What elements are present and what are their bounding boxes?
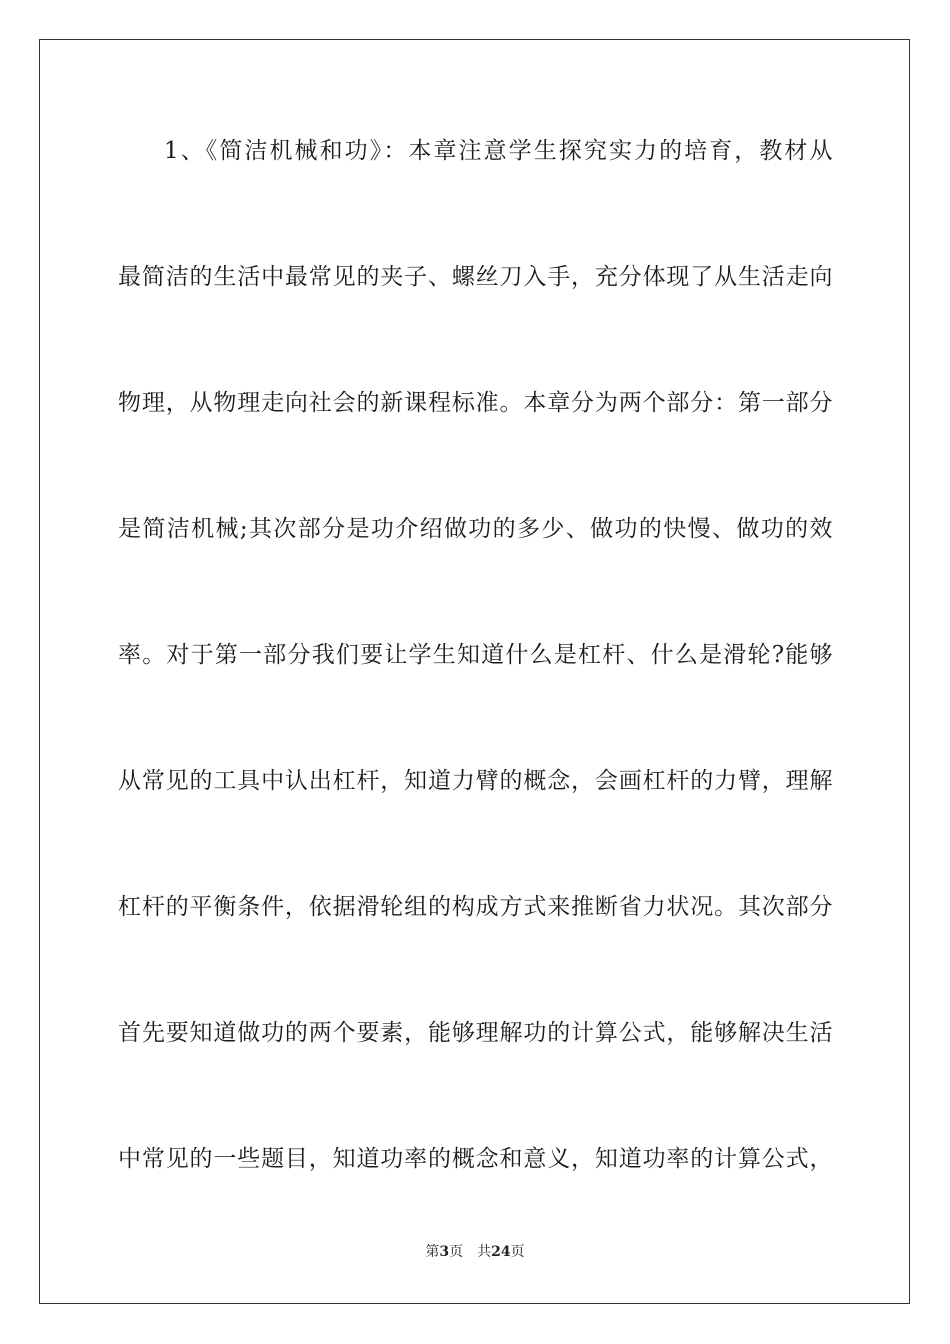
page-footer: [0, 1242, 950, 1262]
paragraph-line-7: 杠杆的平衡条件，依据滑轮组的构成方式来推断省力状况。其次部分: [118, 894, 833, 920]
document-body: [118, 118, 833, 1252]
paragraph-line-3: 物理，从物理走向社会的新课程标准。本章分为两个部分：第一部分: [118, 390, 833, 416]
paragraph-line-6: 从常见的工具中认出杠杆，知道力臂的概念，会画杠杆的力臂，理解: [118, 768, 833, 794]
page-suffix: 页: [449, 1244, 464, 1260]
page-number: 3: [439, 1244, 450, 1260]
total-suffix: 页: [510, 1244, 525, 1260]
paragraph-line-2: 最简洁的生活中最常见的夹子、螺丝刀入手，充分体现了从生活走向: [118, 264, 833, 290]
paragraph-line-4: 是简洁机械;其次部分是功介绍做功的多少、做功的快慢、做功的效: [118, 516, 833, 542]
total-prefix: 共: [477, 1244, 492, 1260]
paragraph-line-8: 首先要知道做功的两个要素，能够理解功的计算公式，能够解决生活: [118, 1020, 833, 1046]
paragraph-line-9: 中常见的一些题目，知道功率的概念和意义，知道功率的计算公式，: [118, 1146, 833, 1172]
page-prefix: 第: [425, 1244, 440, 1260]
paragraph-line-5: 率。对于第一部分我们要让学生知道什么是杠杆、什么是滑轮?能够: [118, 642, 833, 668]
total-pages: 24: [491, 1244, 511, 1260]
paragraph-line-1: 1、《简洁机械和功》：本章注意学生探究实力的培育，教材从: [164, 138, 833, 164]
